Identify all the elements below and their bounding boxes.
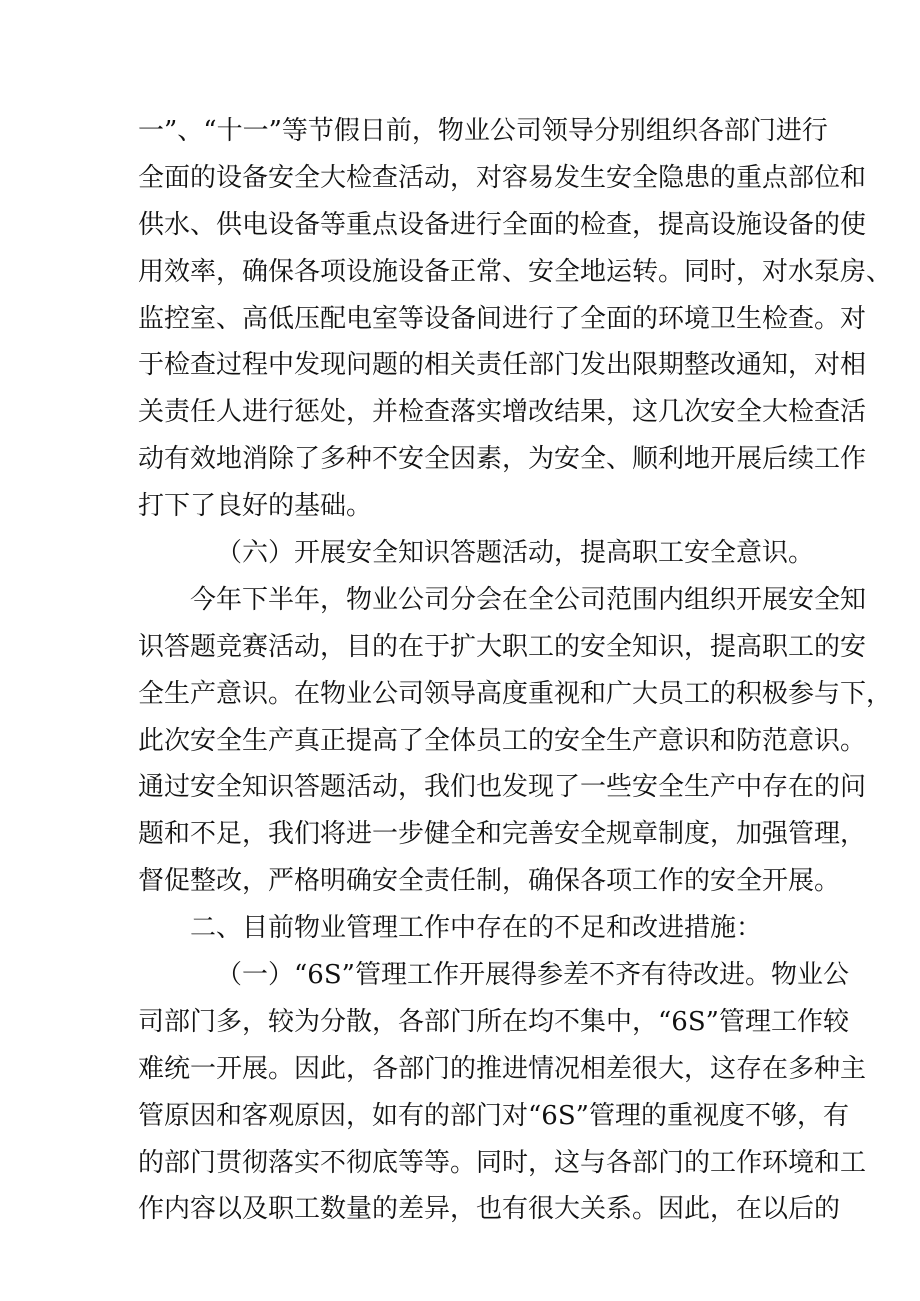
text-line: 管原因和客观原因，如有的部门对“6S”管理的重视度不够，有 — [138, 1100, 849, 1131]
text-line: 打下了良好的基础。 — [138, 491, 373, 522]
text-line: 全生产意识。在物业公司领导高度重视和广大员工的积极参与下， — [138, 678, 893, 709]
text-line: 监控室、高低压配电室等设备间进行了全面的环境卫生检查。对 — [138, 303, 867, 334]
text-line: 难统一开展。因此，各部门的推进情况相差很大，这存在多种主 — [138, 1053, 867, 1084]
text-line: 用效率，确保各项设施设备正常、安全地运转。同时，对水泵房、 — [138, 256, 893, 287]
text-line: （六）开展安全知识答题活动，提高职工安全意识。 — [216, 538, 815, 569]
text-line: 全面的设备安全大检查活动，对容易发生安全隐患的重点部位和 — [138, 162, 867, 193]
text-line: 题和不足，我们将进一步健全和完善安全规章制度，加强管理， — [138, 819, 867, 850]
text-line: 二、目前物业管理工作中存在的不足和改进措施： — [190, 913, 763, 944]
text-line: 此次安全生产真正提高了全体员工的安全生产意识和防范意识。 — [138, 725, 867, 756]
paragraph — [138, 108, 893, 530]
text-line: 作内容以及职工数量的差异，也有很大关系。因此，在以后的 — [138, 1194, 841, 1225]
paragraph — [138, 952, 867, 1233]
text-line: 供水、供电设备等重点设备进行全面的检查，提高设施设备的使 — [138, 209, 867, 240]
text-line: 于检查过程中发现问题的相关责任部门发出限期整改通知，对相 — [138, 350, 867, 381]
text-line: 动有效地消除了多种不安全因素，为安全、顺利地开展后续工作 — [138, 444, 867, 475]
text-line: 今年下半年，物业公司分会在全公司范围内组织开展安全知 — [190, 584, 867, 615]
text-line: 识答题竞赛活动，目的在于扩大职工的安全知识，提高职工的安 — [138, 631, 867, 662]
text-line: 的部门贯彻落实不彻底等等。同时，这与各部门的工作环境和工 — [138, 1147, 867, 1178]
text-line: 一”、“十一”等节假日前，物业公司领导分别组织各部门进行 — [138, 116, 828, 146]
document-body — [138, 108, 893, 1233]
text-line: 司部门多，较为分散，各部门所在均不集中，“6S”管理工作较 — [138, 1006, 849, 1037]
text-line: （一）“6S”管理工作开展得参差不齐有待改进。物业公 — [216, 960, 849, 991]
text-line: 督促整改，严格明确安全责任制，确保各项工作的安全开展。 — [138, 866, 841, 897]
section-heading — [138, 530, 815, 577]
paragraph — [138, 577, 893, 905]
section-heading — [138, 905, 798, 952]
text-line: 关责任人进行惩处，并检查落实增改结果，这几次安全大检查活 — [138, 397, 867, 428]
text-line: 通过安全知识答题活动，我们也发现了一些安全生产中存在的问 — [138, 772, 867, 803]
